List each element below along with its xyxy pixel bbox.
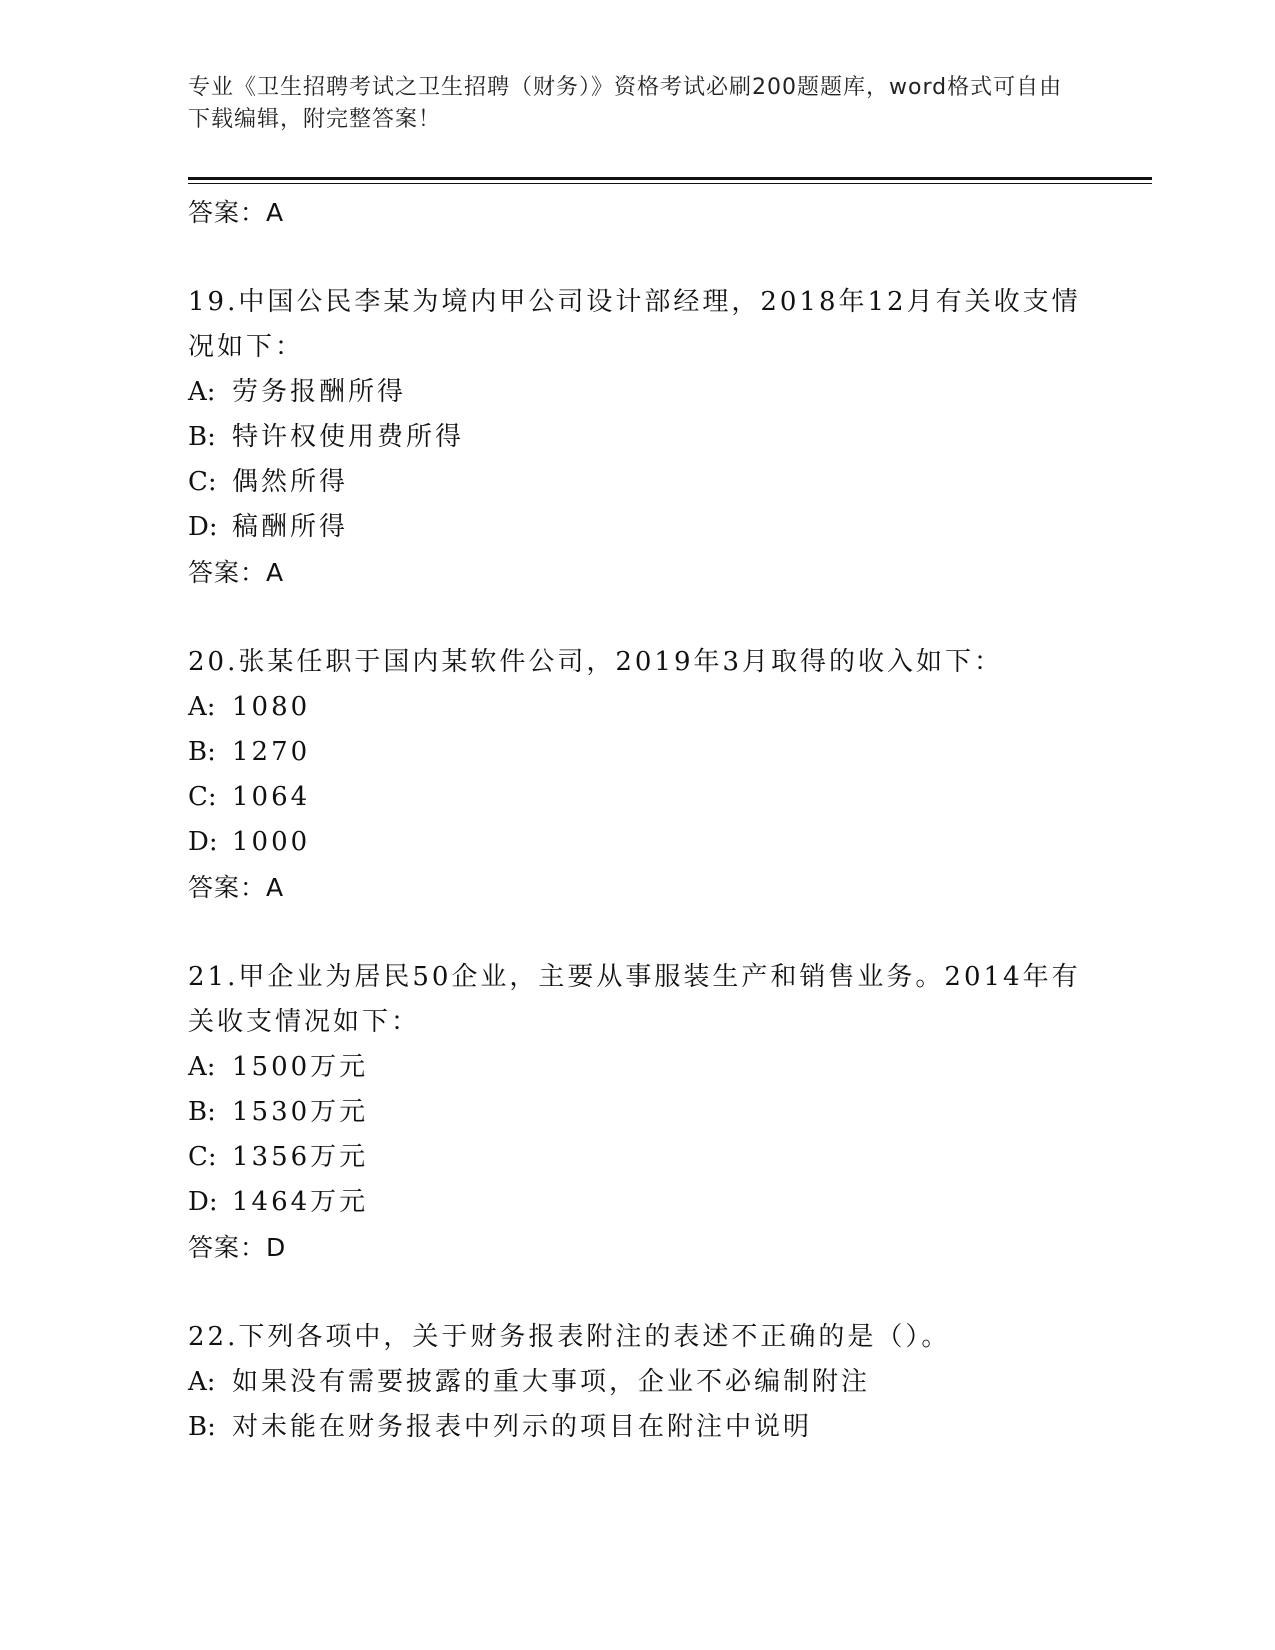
option-d [188, 505, 1088, 550]
option-b [188, 1405, 1088, 1450]
option-letter: C: [188, 1142, 217, 1172]
option-b [188, 415, 1088, 460]
question-text: 20.张某任职于国内某软件公司，2019年3月取得的收入如下： [188, 647, 1004, 677]
question-text: 21.甲企业为居民50企业，主要从事服装生产和销售业务。2014年有关收支情况如下： [188, 962, 1081, 1037]
option-letter: A: [188, 692, 216, 722]
option-text: 特许权使用费所得 [232, 422, 465, 452]
question-text: 22.下列各项中，关于财务报表附注的表述不正确的是（）。 [188, 1322, 951, 1352]
option-text: 如果没有需要披露的重大事项，企业不必编制附注 [232, 1367, 871, 1397]
option-c [188, 1135, 1088, 1180]
option-a [188, 1360, 1088, 1405]
option-letter: B: [188, 1097, 216, 1127]
answer-line: 答案：A [188, 198, 285, 227]
option-text: 1000 [232, 827, 311, 857]
option-letter: C: [188, 467, 217, 497]
option-text: 劳务报酬所得 [232, 377, 407, 407]
option-text: 1500万元 [232, 1052, 369, 1082]
question-item [188, 280, 1088, 596]
option-text: 稿酬所得 [232, 512, 349, 542]
option-text: 1270 [232, 737, 311, 767]
option-letter: B: [188, 1412, 216, 1442]
option-letter: A: [188, 377, 216, 407]
question-item [188, 955, 1088, 1271]
option-d [188, 820, 1088, 865]
question-item [188, 1315, 1088, 1450]
header-rule-thick [188, 177, 1152, 180]
option-text: 1530万元 [232, 1097, 369, 1127]
option-a [188, 1045, 1088, 1090]
option-text: 1080 [232, 692, 311, 722]
option-letter: C: [188, 782, 217, 812]
option-text: 偶然所得 [232, 467, 349, 497]
header-rule-thin [188, 183, 1152, 184]
option-letter: B: [188, 422, 216, 452]
option-d [188, 1180, 1088, 1225]
question-item [188, 640, 1088, 911]
question-list [188, 190, 1088, 1450]
option-letter: D: [188, 512, 218, 542]
answer-line: 答案：A [188, 873, 285, 902]
option-text: 对未能在财务报表中列示的项目在附注中说明 [232, 1412, 813, 1442]
option-text: 1064 [232, 782, 311, 812]
option-a [188, 370, 1088, 415]
option-letter: A: [188, 1367, 216, 1397]
document-header: 专业《卫生招聘考试之卫生招聘（财务）》资格考试必刷200题题库，word格式可自由下载编辑，附完整答案！ [188, 75, 1063, 132]
option-letter: B: [188, 737, 216, 767]
option-text: 1464万元 [232, 1187, 369, 1217]
option-b [188, 1090, 1088, 1135]
option-text: 1356万元 [232, 1142, 369, 1172]
option-c [188, 775, 1088, 820]
option-a [188, 685, 1088, 730]
option-b [188, 730, 1088, 775]
answer-line: 答案：D [188, 1233, 287, 1262]
option-c [188, 460, 1088, 505]
option-letter: D: [188, 827, 218, 857]
option-letter: D: [188, 1187, 218, 1217]
question-text: 19.中国公民李某为境内甲公司设计部经理，2018年12月有关收支情况如下： [188, 287, 1081, 362]
answer-line: 答案：A [188, 558, 285, 587]
option-letter: A: [188, 1052, 216, 1082]
